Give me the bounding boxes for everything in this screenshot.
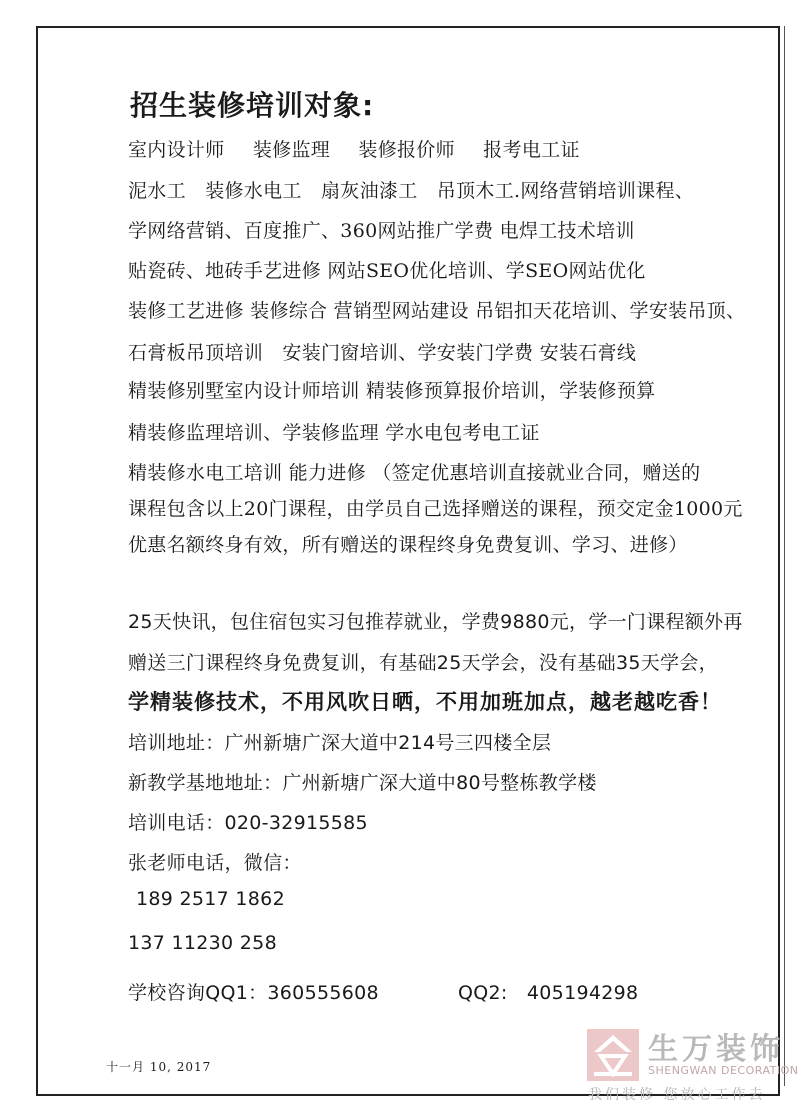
course-line: 精装修水电工培训 能力进修 （签定优惠培训直接就业合同，赠送的 — [128, 462, 701, 484]
watermark-brand-name: 生万装饰 — [648, 1032, 784, 1067]
course-item: 装修监理 — [252, 139, 331, 161]
new-base-address: 新教学基地地址：广州新塘广深大道中80号整栋教学楼 — [128, 772, 597, 794]
promo-line: 赠送三门课程终身免费复训，有基础25天学会，没有基础35天学会， — [128, 652, 718, 674]
watermark-slogan: 我们装修 您放心工作去 — [588, 1087, 766, 1103]
shengwan-watermark — [582, 1022, 799, 1108]
course-line: 精装修别墅室内设计师培训 精装修预算报价培训，学装修预算 — [128, 380, 656, 402]
training-phone: 培训电话：020-32915585 — [128, 812, 368, 834]
watermark-english-name: SHENGWAN DECORATION — [648, 1064, 799, 1077]
course-item: 室内设计师 — [128, 139, 225, 161]
shengwan-logo-icon — [586, 1028, 640, 1082]
course-line: 课程包含以上20门课程，由学员自己选择赠送的课程，预交定金1000元 — [128, 498, 743, 520]
mobile-number-1: 189 2517 1862 — [136, 888, 285, 910]
course-item: 装修报价师 — [358, 139, 455, 161]
course-line: 贴瓷砖、地砖手艺进修 网站SEO优化培训、学SEO网站优化 — [128, 260, 646, 282]
slogan-line: 学精装修技术，不用风吹日晒，不用加班加点，越老越吃香！ — [128, 690, 722, 714]
course-line: 装修工艺进修 装修综合 营销型网站建设 吊铝扣天花培训、学安装吊顶、 — [128, 300, 746, 322]
course-line: 学网络营销、百度推广、360网站推广学费 电焊工技术培训 — [128, 220, 635, 242]
course-line: 优惠名额终身有效，所有赠送的课程终身免费复训、学习、进修） — [128, 534, 688, 556]
qq2-contact: QQ2: 405194298 — [458, 982, 639, 1004]
promo-line: 25天快讯，包住宿包实习包推荐就业，学费9880元，学一门课程额外再 — [128, 611, 743, 633]
teacher-contact-label: 张老师电话，微信： — [128, 852, 302, 874]
course-row-1 — [128, 135, 602, 162]
page-edge-line — [784, 26, 785, 1086]
qq1-contact: 学校咨询QQ1：360555608 — [128, 982, 379, 1004]
document-date: 十一月 10, 2017 — [106, 1060, 212, 1074]
course-line: 石膏板吊顶培训 安装门窗培训、学安装门学费 安装石膏线 — [128, 342, 637, 364]
page-title: 招生装修培训对象: — [130, 89, 375, 122]
course-item: 报考电工证 — [483, 139, 580, 161]
training-address: 培训地址：广州新塘广深大道中214号三四楼全层 — [128, 732, 552, 754]
course-line: 精装修监理培训、学装修监理 学水电包考电工证 — [128, 422, 540, 444]
mobile-number-2: 137 11230 258 — [128, 932, 277, 954]
course-line: 泥水工 装修水电工 扇灰油漆工 吊顶木工.网络营销培训课程、 — [128, 180, 695, 202]
